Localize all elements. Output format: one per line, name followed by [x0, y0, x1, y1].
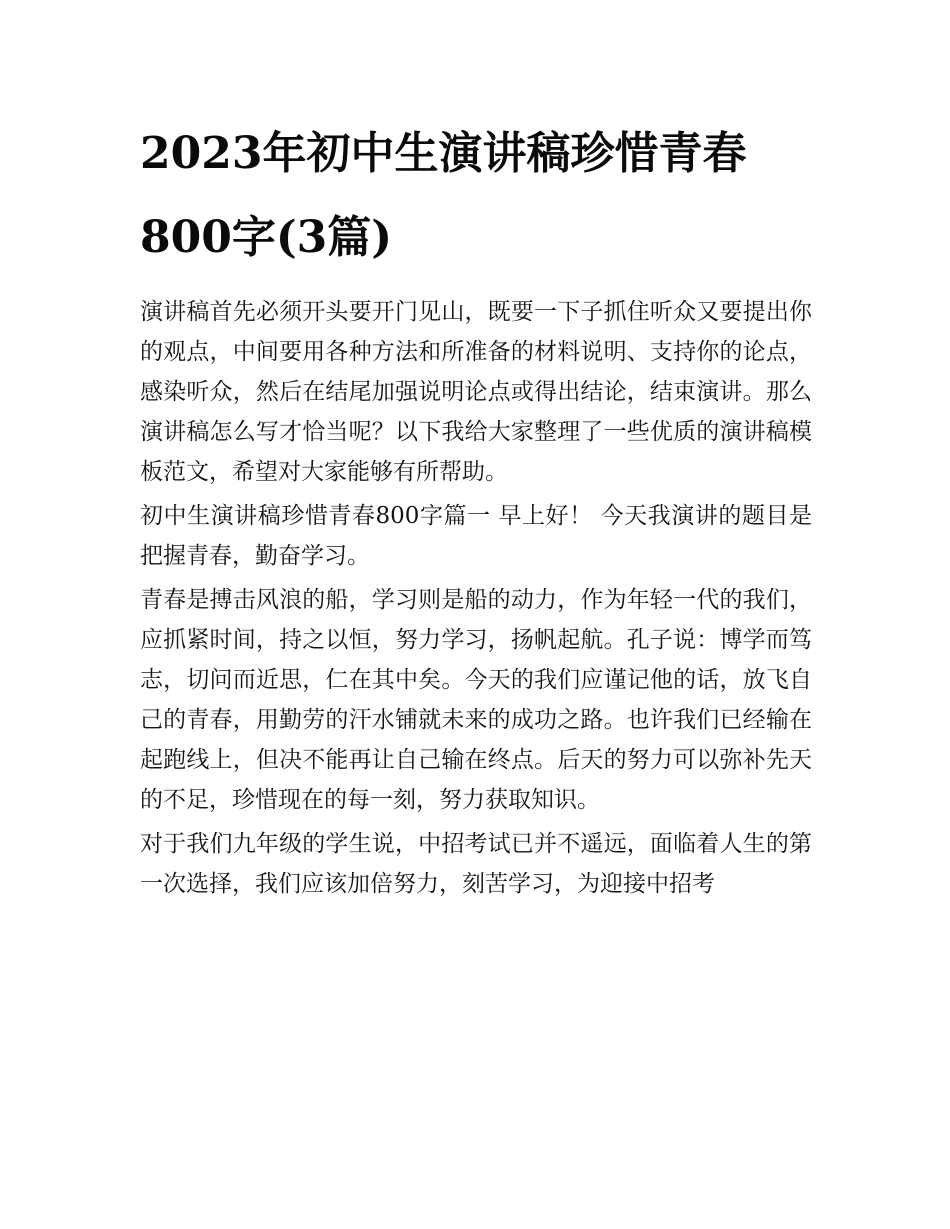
document-body — [140, 112, 812, 908]
paragraph-ninth-grade: 对于我们九年级的学生说，中招考试已并不遥远，面临着人生的第一次选择，我们应该加倍努力，刻苦学习，为迎接中招考 — [140, 831, 812, 897]
document-title: 2023年初中生演讲稿珍惜青春800字(3篇) — [140, 128, 747, 263]
paragraph-speech-opening: 初中生演讲稿珍惜青春800字篇一 早上好！ 今天我演讲的题目是把握青春，勤奋学习。 — [140, 503, 812, 569]
paragraph-intro: 演讲稿首先必须开头要开门见山，既要一下子抓住听众又要提出你的观点，中间要用各种方法和所准备的材料说明、支持你的论点，感染听众，然后在结尾加强说明论点或得出结论，结束演讲。那么演讲稿怎么写才恰当呢？以下我给大家整理了一些优质的演讲稿模板范文，希望对大家能够有所帮助。 — [140, 299, 812, 485]
paragraph-youth-learning: 青春是搏击风浪的船，学习则是船的动力，作为年轻一代的我们，应抓紧时间，持之以恒，努力学习，扬帆起航。孔子说：博学而笃志，切问而近思，仁在其中矣。今天的我们应谨记他的话，放飞自己的青春，用勤劳的汗水铺就未来的成功之路。也许我们已经输在起跑线上，但决不能再让自己输在终点。后天的努力可以弥补先天的不足，珍惜现在的每一刻，努力获取知识。 — [140, 587, 812, 813]
